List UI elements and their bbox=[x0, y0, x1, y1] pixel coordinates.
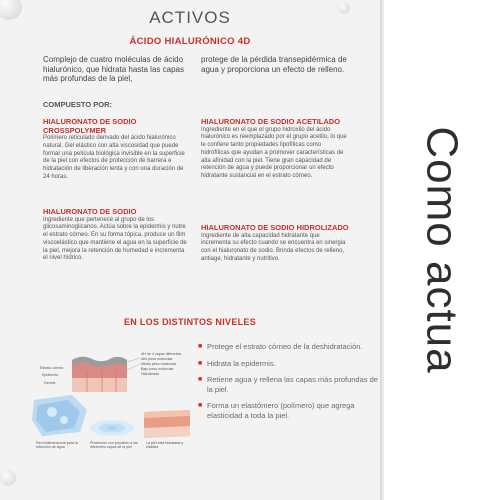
compuesto-heading: COMPUESTO POR: bbox=[43, 100, 113, 109]
benefit-text: Forma un elastómero (polímero) que agrega elasticidad a toda la piel. bbox=[207, 401, 355, 420]
diagram-caption: Red tridimensional para la retención de agua bbox=[36, 441, 78, 449]
intro-left: Complejo de cuatro moléculas de ácido hialurónico, que hidrata hasta las capas más profundas de la piel, bbox=[43, 55, 184, 83]
water-drop-decoration bbox=[0, 470, 16, 486]
benefit-text: Protege el estrato córneo de la deshidratación. bbox=[207, 342, 363, 351]
diagram-caption: Protección con precisión a las diferentes capas de la piel bbox=[90, 441, 138, 449]
page-title: ACTIVOS bbox=[149, 8, 231, 27]
bullet-marker-icon: ■ bbox=[198, 376, 203, 383]
diagram-label: Alto peso molecular bbox=[141, 357, 173, 361]
bullet-marker-icon: ■ bbox=[198, 359, 203, 367]
diagram-label: AH de 4 capas diferentes bbox=[141, 352, 182, 356]
component-title: HIALURONATO DE SODIO ACETILADO bbox=[201, 117, 341, 126]
bullet-marker-icon: ■ bbox=[198, 402, 203, 409]
component-block bbox=[201, 224, 351, 264]
intro-right: protege de la pérdida transepidérmica de agua y proporciona un efecto de relleno. bbox=[201, 55, 347, 74]
diagram-caption: La piel está hidratada y elástica bbox=[146, 441, 184, 449]
levels-heading: EN LOS DISTINTOS NIVELES bbox=[123, 317, 257, 327]
diagram-label: Estrato córneo bbox=[40, 366, 64, 370]
side-tab-label: Como actua bbox=[418, 126, 468, 374]
diagram-label: Dermis bbox=[44, 381, 56, 385]
benefits-list bbox=[198, 342, 378, 427]
list-item bbox=[198, 401, 378, 420]
side-tab-label-wrap bbox=[394, 40, 490, 460]
diagram-label: Epidermis bbox=[42, 373, 58, 377]
list-item bbox=[198, 342, 378, 352]
component-title: HIALURONATO DE SODIO HIDROLIZADO bbox=[201, 223, 349, 232]
list-item bbox=[198, 375, 378, 394]
diagram-label: Hidrolizado bbox=[141, 372, 159, 376]
component-title: HIALURONATO DE SODIO CROSSPOLYMER bbox=[43, 117, 137, 135]
component-body: Ingrediente de alta capacidad hidratante que incrementa su efecto cuando se encuentra en sinergia con el hialuronato de sodio. Brinda efectos de relleno, antiage, hidratante y nutritivo. bbox=[201, 232, 346, 262]
component-block bbox=[43, 208, 190, 263]
component-title: HIALURONATO DE SODIO bbox=[43, 207, 137, 216]
component-body: Polímero reticulado derivado del ácido hialurónico natural. Gel elástico con alta viscosidad que puede formar una película biológica invisible en la superficie de la piel con efectos de protección de barrera e hidratación de liberación lenta y con una duración de 24 horas. bbox=[43, 135, 185, 180]
skin-layers-diagram bbox=[32, 350, 192, 450]
benefit-text: Hidrata la epidermis. bbox=[207, 358, 276, 368]
diagram-label: Medio peso molecular bbox=[141, 362, 177, 366]
list-item bbox=[198, 359, 378, 369]
component-block bbox=[201, 118, 351, 181]
diagram-label: Bajo peso molecular bbox=[141, 367, 174, 371]
page-subtitle: ÁCIDO HIALURÓNICO 4D bbox=[129, 36, 251, 47]
component-block bbox=[43, 118, 190, 182]
component-body: Ingrediente en el que el grupo hidroxilo del ácido hialurónico es reemplazado por el grupo acetilo, lo que le confiere tanto propiedades lipofílicas como hidrofílicas que ayudan a promover características de alta afinidad con la piel. Tiene gran capacidad de retención de agua y puede proporcionar un efecto hidratante sustancial en el estrato córneo. bbox=[201, 126, 347, 180]
benefit-text: Retiene agua y rellena las capas más profundas de la piel. bbox=[207, 375, 378, 394]
bullet-marker-icon: ■ bbox=[198, 343, 203, 350]
component-body: Ingrediente que pertenece al grupo de los glicosaminoglicanos. Actúa sobre la epidermis y nutre el estrato córneo. En su forma tópica, produce un film viscoelástico que mantiene el agua en la superficie de la piel, mejora la retención de humedad e incrementa el nivel hídrico. bbox=[43, 216, 187, 262]
